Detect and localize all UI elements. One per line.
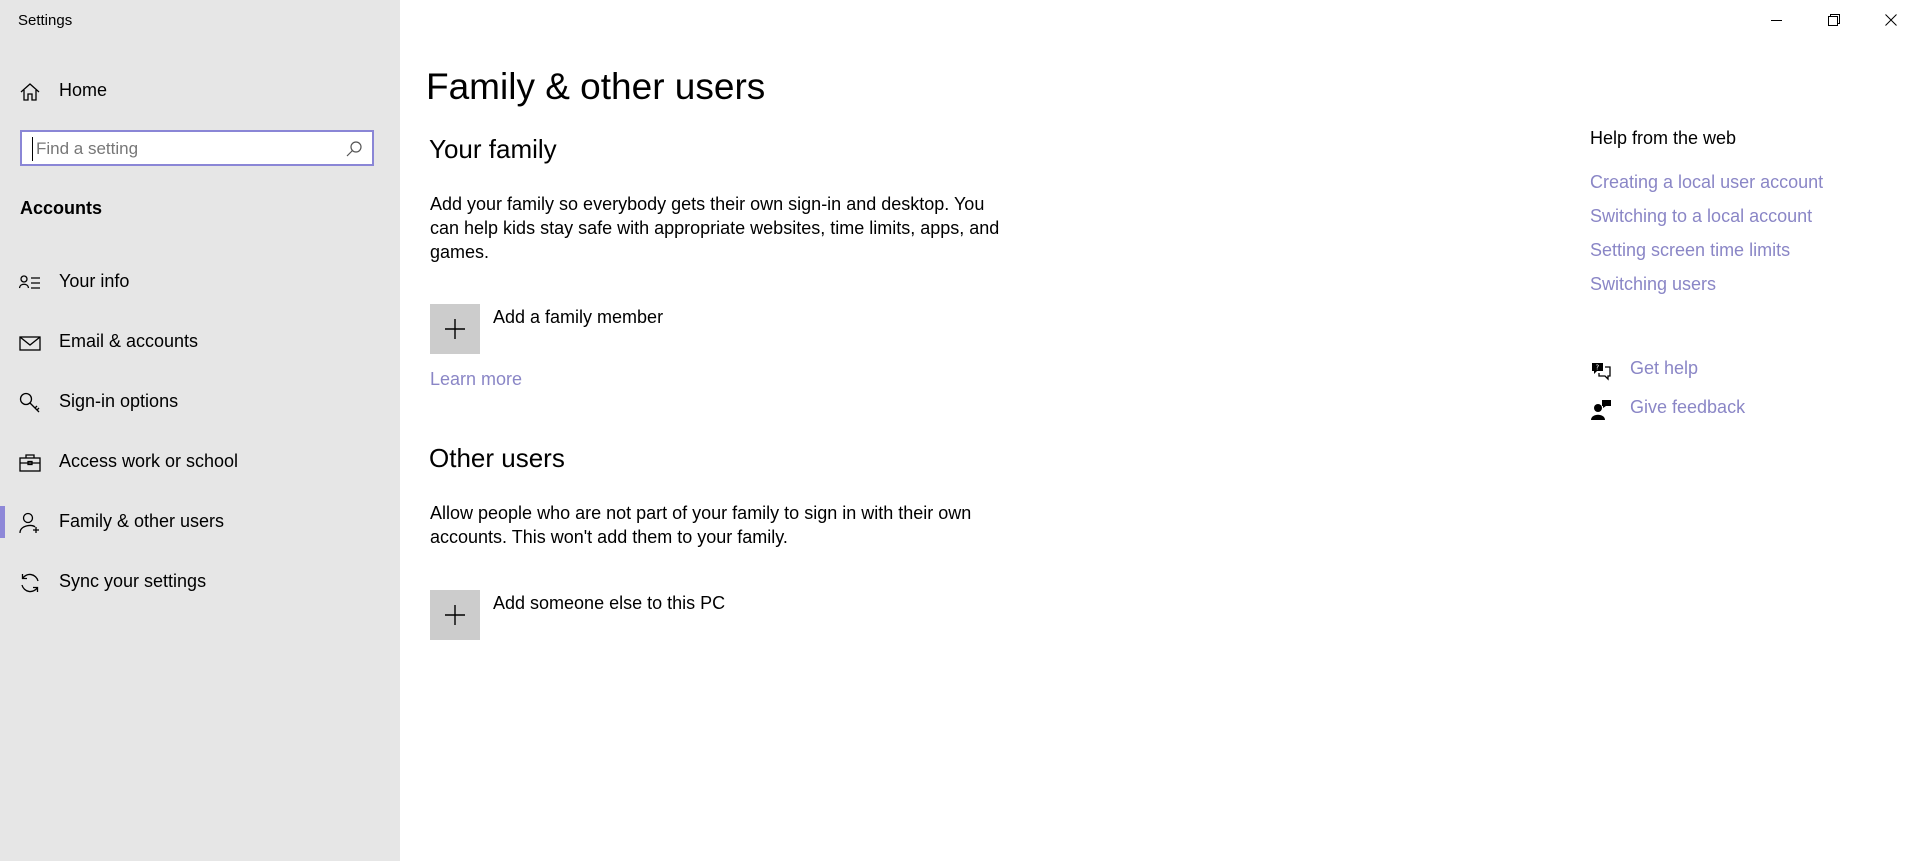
restore-icon: [1828, 14, 1840, 26]
sidebar-item-email-accounts[interactable]: [0, 318, 400, 366]
sidebar-item-family-other-users[interactable]: [0, 498, 400, 546]
get-help-link[interactable]: Get help: [1630, 358, 1699, 378]
help-link-screen-time-limits[interactable]: Setting screen time limits: [1590, 240, 1791, 260]
page-title: Family & other users: [426, 66, 766, 107]
help-link-creating-local-account[interactable]: Creating a local user account: [1590, 172, 1824, 192]
other-users-description: Allow people who are not part of your family to sign in with their own accounts. This won't add them to your family.: [430, 503, 972, 547]
key-icon: [19, 392, 41, 414]
sidebar: [0, 0, 400, 861]
sidebar-item-label: Email & accounts: [59, 331, 199, 351]
sidebar-item-sign-in-options[interactable]: [0, 378, 400, 426]
feedback-icon: [1590, 399, 1612, 421]
sidebar-item-home[interactable]: [0, 67, 400, 115]
sidebar-item-label: Sync your settings: [59, 571, 207, 591]
add-tile: [430, 304, 480, 354]
learn-more-link[interactable]: Learn more: [430, 369, 523, 389]
minimize-button[interactable]: [1749, 0, 1805, 40]
other-users-heading: Other users: [429, 443, 565, 473]
give-feedback-link[interactable]: Give feedback: [1630, 397, 1746, 417]
svg-text:?: ?: [1595, 363, 1600, 372]
plus-icon: [443, 603, 467, 627]
sidebar-item-label: Access work or school: [59, 451, 239, 471]
mail-icon: [19, 332, 41, 354]
sidebar-item-sync-settings[interactable]: [0, 558, 400, 606]
minimize-icon: [1771, 14, 1783, 26]
sidebar-item-label: Home: [59, 80, 108, 100]
app-title: Settings: [18, 12, 73, 29]
plus-icon: [443, 317, 467, 341]
add-tile: [430, 590, 480, 640]
contact-card-icon: [19, 272, 41, 294]
section-heading: Accounts: [20, 198, 103, 218]
restore-button[interactable]: [1806, 0, 1862, 40]
sync-icon: [19, 572, 41, 594]
add-family-member-label: Add a family member: [493, 307, 664, 327]
chat-help-icon: [1590, 360, 1612, 382]
add-person-icon: [19, 512, 41, 534]
sidebar-item-label: Your info: [59, 271, 130, 291]
sidebar-item-label: Sign-in options: [59, 391, 179, 411]
search-input[interactable]: [32, 137, 338, 161]
sidebar-item-access-work[interactable]: [0, 438, 400, 486]
close-button[interactable]: [1863, 0, 1919, 40]
sidebar-item-your-info[interactable]: [0, 258, 400, 306]
your-family-heading: Your family: [429, 134, 557, 164]
briefcase-icon: [19, 452, 41, 474]
search-box[interactable]: [20, 130, 374, 166]
home-icon: [19, 81, 41, 103]
close-icon: [1885, 14, 1897, 26]
your-family-description: Add your family so everybody gets their own sign-in and desktop. You can help kids stay safe with appropriate websites, time limits, apps, and games.: [430, 194, 1000, 262]
help-link-switching-users[interactable]: Switching users: [1590, 274, 1717, 294]
help-heading: Help from the web: [1590, 128, 1737, 148]
sidebar-item-label: Family & other users: [59, 511, 225, 531]
help-link-switching-local-account[interactable]: Switching to a local account: [1590, 206, 1813, 226]
add-someone-else-label: Add someone else to this PC: [493, 593, 726, 613]
search-icon[interactable]: [345, 140, 363, 158]
selection-indicator: [0, 506, 5, 538]
